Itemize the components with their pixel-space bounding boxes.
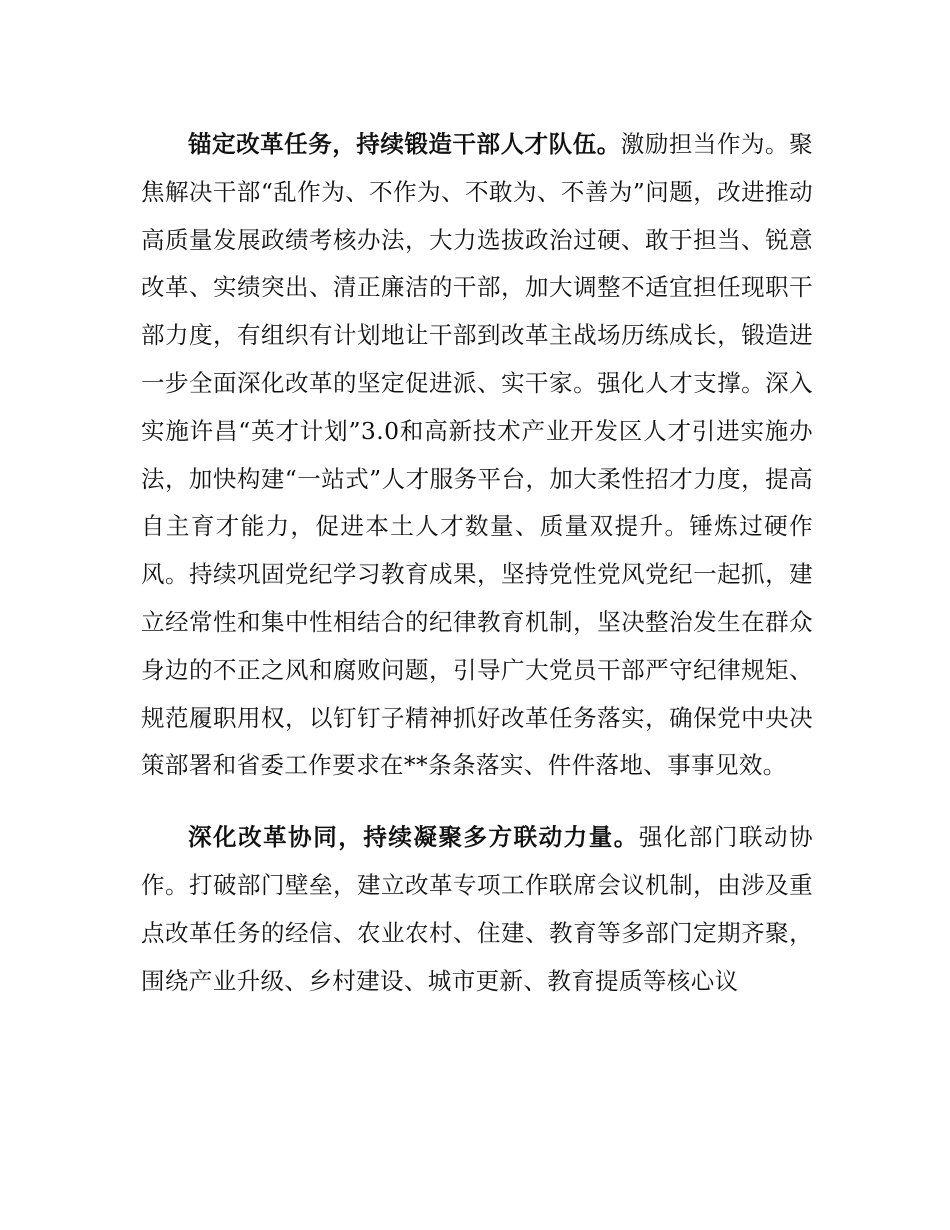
paragraph-2 — [141, 814, 813, 1005]
paragraph-2-body: 强化部门联动协作。打破部门壁垒，建立改革专项工作联席会议机制，由涉及重点改革任务的经信、农业农村、住建、教育等多部门定期齐聚，围绕产业升级、乡村建设、城市更新、教育提质等核心议 — [141, 823, 813, 995]
document-page — [141, 121, 813, 1005]
paragraph-2-heading: 深化改革协同，持续凝聚多方联动力量。 — [188, 823, 639, 852]
paragraph-1-body: 激励担当作为。聚焦解决干部“乱作为、不作为、不敢为、不善为”问题，改进推动高质量发展政绩考核办法，大力选拔政治过硬、敢于担当、锐意改革、实绩突出、清正廉洁的干部，加大调整不适宜担任现职干部力度，有组织有计划地让干部到改革主战场历练成长，锻造进一步全面深化改革的坚定促进派、实干家。强化人才支撑。深入实施许昌“英才计划”3.0和高新技术产业开发区人才引进实施办法，加快构建“一站式”人才服务平台，加大柔性招才力度，提高自主育才能力，促进本土人才数量、质量双提升。锤炼过硬作风。持续巩固党纪学习教育成果，坚持党性党风党纪一起抓，建立经常性和集中性相结合的纪律教育机制，坚决整治发生在群众身边的不正之风和腐败问题，引导广大党员干部严守纪律规矩、规范履职用权，以钉钉子精神抓好改革任务落实，确保党中央决策部署和省委工作要求在**条条落实、件件落地、事事见效。 — [141, 130, 814, 780]
paragraph-1 — [141, 121, 813, 790]
paragraph-1-heading: 锚定改革任务，持续锻造干部人才队伍。 — [188, 130, 621, 158]
